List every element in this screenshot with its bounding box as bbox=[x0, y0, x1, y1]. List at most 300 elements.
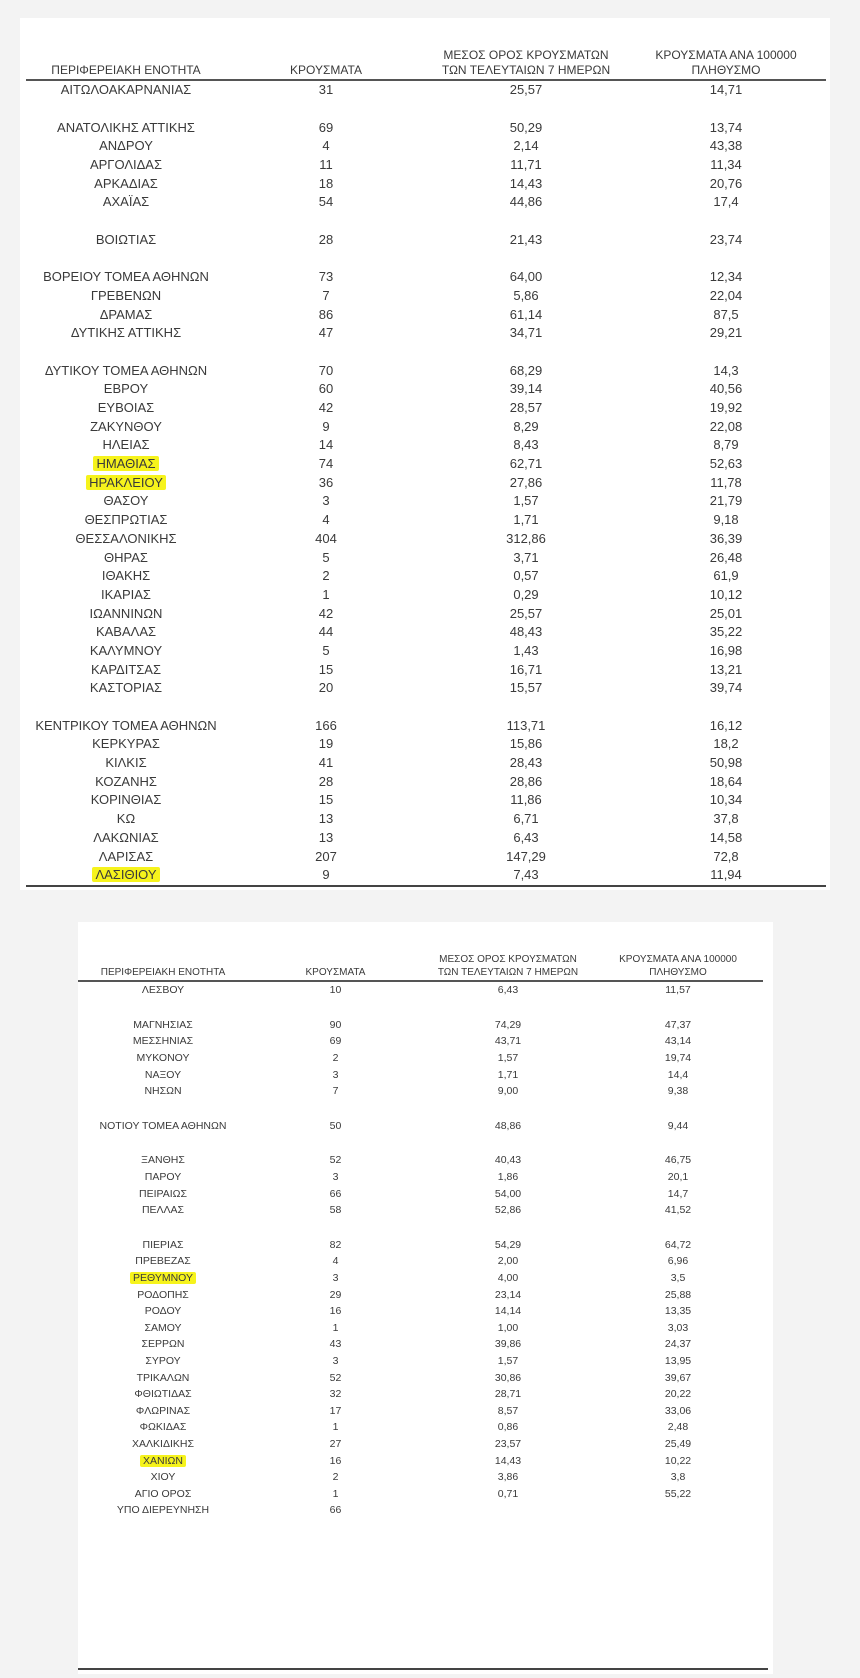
cell-region bbox=[26, 548, 226, 567]
cell-region bbox=[26, 174, 226, 193]
per100k-value: 64,72 bbox=[664, 1238, 692, 1251]
cell-region bbox=[78, 1485, 248, 1502]
region-value: ΝΟΤΙΟΥ ΤΟΜΕΑ ΑΘΗΝΩΝ bbox=[99, 1119, 227, 1132]
table-row bbox=[26, 399, 826, 418]
cell-region bbox=[26, 492, 226, 511]
cell-region bbox=[26, 735, 226, 754]
per100k-value: 14,3 bbox=[713, 362, 739, 378]
header-avg7: ΜΕΣΟΣ ΟΡΟΣ ΚΡΟΥΣΜΑΤΩΝ ΤΩΝ ΤΕΛΕΥΤΑΙΩΝ 7 ΗΜΕΡΩΝ bbox=[423, 954, 593, 981]
cell-region bbox=[26, 866, 226, 886]
cell-cases bbox=[226, 380, 426, 399]
region-value: ΘΗΡΑΣ bbox=[104, 549, 148, 565]
cell-avg7 bbox=[423, 1419, 593, 1436]
per100k-value: 14,7 bbox=[667, 1187, 689, 1200]
table-row bbox=[78, 1185, 763, 1202]
cell-cases bbox=[248, 1185, 423, 1202]
cell-avg7 bbox=[426, 791, 626, 810]
table-row bbox=[26, 156, 826, 175]
cell-per100k bbox=[593, 1152, 763, 1169]
table-row bbox=[26, 305, 826, 324]
cell-avg7 bbox=[426, 716, 626, 735]
cell-region bbox=[26, 847, 226, 866]
cases-value: 15 bbox=[318, 661, 334, 677]
cell-per100k bbox=[626, 716, 826, 735]
cell-cases bbox=[248, 1270, 423, 1287]
table-row bbox=[78, 1083, 763, 1100]
avg7-value: 21,43 bbox=[509, 231, 543, 247]
cell-cases bbox=[248, 1066, 423, 1083]
region-value: ΒΟΙΩΤΙΑΣ bbox=[95, 231, 157, 247]
region-value: ΕΥΒΟΙΑΣ bbox=[97, 400, 155, 416]
region-value: ΞΑΝΘΗΣ bbox=[141, 1154, 185, 1167]
avg7-value: 312,86 bbox=[506, 530, 546, 546]
cell-cases bbox=[226, 754, 426, 773]
per100k-value: 10,34 bbox=[709, 792, 743, 808]
table-row bbox=[26, 193, 826, 212]
region-value: ΑΝΑΤΟΛΙΚΗΣ ΑΤΤΙΚΗΣ bbox=[57, 119, 195, 135]
region-value: ΓΡΕΒΕΝΩΝ bbox=[90, 287, 162, 303]
per100k-value: 3,8 bbox=[670, 1471, 686, 1484]
avg7-value: 27,86 bbox=[509, 474, 543, 490]
region-value: ΔΥΤΙΚΟΥ ΤΟΜΕΑ ΑΘΗΝΩΝ bbox=[44, 362, 208, 378]
cell-per100k bbox=[593, 1502, 763, 1519]
table-row bbox=[78, 1066, 763, 1083]
cases-value: 15 bbox=[318, 792, 334, 808]
cases-value: 82 bbox=[329, 1238, 342, 1251]
cases-value: 43 bbox=[329, 1338, 342, 1351]
table-row bbox=[26, 642, 826, 661]
cell-avg7 bbox=[426, 735, 626, 754]
cases-value: 3 bbox=[332, 1171, 339, 1184]
avg7-value: 9,00 bbox=[497, 1085, 519, 1098]
avg7-value: 44,86 bbox=[509, 194, 543, 210]
per100k-value: 23,74 bbox=[709, 231, 743, 247]
per100k-value: 9,44 bbox=[667, 1119, 689, 1132]
per100k-value: 39,67 bbox=[664, 1371, 692, 1384]
cases-value: 66 bbox=[329, 1187, 342, 1200]
region-value: ΝΗΣΩΝ bbox=[144, 1085, 182, 1098]
per100k-value: 37,8 bbox=[713, 811, 739, 827]
avg7-value: 43,71 bbox=[494, 1035, 522, 1048]
cell-avg7 bbox=[423, 1050, 593, 1067]
cases-value: 9 bbox=[322, 867, 330, 883]
per100k-value: 24,37 bbox=[664, 1338, 692, 1351]
spacer-row bbox=[78, 1134, 763, 1152]
table-row bbox=[78, 1436, 763, 1453]
table-row bbox=[78, 1336, 763, 1353]
cases-value: 5 bbox=[322, 642, 330, 658]
cell-region bbox=[26, 791, 226, 810]
table-row bbox=[26, 623, 826, 642]
cell-cases bbox=[226, 604, 426, 623]
cell-cases bbox=[226, 305, 426, 324]
cell-avg7 bbox=[423, 1386, 593, 1403]
table-row bbox=[26, 174, 826, 193]
per100k-value: 14,4 bbox=[667, 1068, 689, 1081]
avg7-value: 2,14 bbox=[513, 138, 539, 154]
cases-value: 32 bbox=[329, 1388, 342, 1401]
header-region: ΠΕΡΙΦΕΡΕΙΑΚΗ ΕΝΟΤΗΤΑ bbox=[26, 48, 226, 80]
cell-cases bbox=[248, 1118, 423, 1135]
cell-cases bbox=[226, 118, 426, 137]
table-row bbox=[26, 810, 826, 829]
cell-cases bbox=[248, 1286, 423, 1303]
cell-avg7 bbox=[426, 604, 626, 623]
cell-avg7 bbox=[423, 1469, 593, 1486]
avg7-value: 113,71 bbox=[506, 717, 546, 733]
cell-cases bbox=[248, 1237, 423, 1254]
cell-cases bbox=[226, 716, 426, 735]
table-row bbox=[78, 1169, 763, 1186]
cell-region bbox=[26, 361, 226, 380]
region-value: ΔΥΤΙΚΗΣ ΑΤΤΙΚΗΣ bbox=[70, 325, 182, 341]
cell-avg7 bbox=[426, 492, 626, 511]
cell-avg7 bbox=[423, 1452, 593, 1469]
region-value: ΝΑΞΟΥ bbox=[144, 1068, 182, 1081]
avg7-value: 8,43 bbox=[513, 437, 539, 453]
region-value: ΑΡΓΟΛΙΔΑΣ bbox=[89, 157, 163, 173]
cell-region bbox=[26, 772, 226, 791]
cell-region bbox=[78, 1320, 248, 1337]
table-row bbox=[26, 847, 826, 866]
cell-avg7 bbox=[426, 586, 626, 605]
table-row bbox=[26, 417, 826, 436]
cases-value: 13 bbox=[318, 829, 334, 845]
cases-value: 20 bbox=[318, 680, 334, 696]
avg7-value: 14,14 bbox=[494, 1305, 522, 1318]
cell-region bbox=[26, 604, 226, 623]
table-row bbox=[26, 118, 826, 137]
table-row bbox=[78, 1386, 763, 1403]
region-value: ΙΘΑΚΗΣ bbox=[101, 568, 151, 584]
cell-region bbox=[78, 981, 248, 999]
cases-value: 58 bbox=[329, 1204, 342, 1217]
region-value: ΤΡΙΚΑΛΩΝ bbox=[136, 1371, 190, 1384]
header-per100k: ΚΡΟΥΣΜΑΤΑ ΑΝΑ 100000 ΠΛΗΘΥΣΜΟ bbox=[593, 954, 763, 981]
cell-per100k bbox=[626, 642, 826, 661]
spacer-cell bbox=[78, 999, 763, 1017]
avg7-value: 34,71 bbox=[509, 325, 543, 341]
cell-cases bbox=[226, 829, 426, 848]
table-row bbox=[26, 829, 826, 848]
cell-cases bbox=[248, 1202, 423, 1219]
cell-region bbox=[26, 380, 226, 399]
cases-value: 47 bbox=[318, 325, 334, 341]
cases-value: 18 bbox=[318, 175, 334, 191]
cell-avg7 bbox=[423, 1336, 593, 1353]
cell-cases bbox=[226, 231, 426, 250]
cell-region bbox=[78, 1253, 248, 1270]
cases-value: 166 bbox=[315, 717, 337, 733]
cell-avg7 bbox=[426, 380, 626, 399]
per100k-value: 46,75 bbox=[664, 1154, 692, 1167]
avg7-value: 3,71 bbox=[513, 549, 539, 565]
per100k-value: 20,76 bbox=[709, 175, 743, 191]
cell-per100k bbox=[593, 1452, 763, 1469]
cell-region bbox=[78, 1066, 248, 1083]
cell-avg7 bbox=[423, 1033, 593, 1050]
region-value: ΜΥΚΟΝΟΥ bbox=[136, 1052, 190, 1065]
cell-cases bbox=[248, 1419, 423, 1436]
cases-value: 74 bbox=[318, 456, 334, 472]
cell-region bbox=[26, 287, 226, 306]
region-value: ΛΕΣΒΟΥ bbox=[141, 984, 185, 997]
cell-per100k bbox=[593, 1185, 763, 1202]
avg7-value: 50,29 bbox=[509, 119, 543, 135]
cell-cases bbox=[248, 1017, 423, 1034]
cell-region bbox=[26, 623, 226, 642]
avg7-value: 25,57 bbox=[509, 605, 543, 621]
cell-avg7 bbox=[423, 1270, 593, 1287]
cell-region bbox=[78, 1083, 248, 1100]
per100k-value: 47,37 bbox=[664, 1018, 692, 1031]
cases-value: 1 bbox=[322, 586, 330, 602]
cell-region bbox=[26, 80, 226, 100]
cell-per100k bbox=[593, 1485, 763, 1502]
cell-avg7 bbox=[423, 1485, 593, 1502]
cell-avg7 bbox=[423, 1286, 593, 1303]
table-row bbox=[26, 455, 826, 474]
cases-value: 1 bbox=[332, 1321, 339, 1334]
avg7-value: 15,86 bbox=[509, 736, 543, 752]
cell-cases bbox=[248, 1353, 423, 1370]
cell-cases bbox=[226, 567, 426, 586]
region-value: ΣΥΡΟΥ bbox=[145, 1354, 181, 1367]
region-value: ΧΑΛΚΙΔΙΚΗΣ bbox=[132, 1437, 194, 1450]
cell-region bbox=[26, 679, 226, 698]
avg7-value: 39,14 bbox=[509, 381, 543, 397]
avg7-value: 16,71 bbox=[509, 661, 543, 677]
avg7-value: 8,29 bbox=[513, 418, 539, 434]
spacer-cell bbox=[26, 100, 826, 119]
spacer-row bbox=[78, 1219, 763, 1237]
cases-value: 52 bbox=[329, 1154, 342, 1167]
cell-avg7 bbox=[423, 1353, 593, 1370]
avg7-value: 28,43 bbox=[509, 755, 543, 771]
cell-per100k bbox=[626, 492, 826, 511]
cases-table-2 bbox=[78, 954, 763, 1519]
spacer-cell bbox=[78, 1134, 763, 1152]
cell-cases bbox=[248, 1320, 423, 1337]
spacer-cell bbox=[26, 698, 826, 717]
cell-cases bbox=[226, 791, 426, 810]
cell-per100k bbox=[593, 1469, 763, 1486]
cell-per100k bbox=[626, 156, 826, 175]
avg7-value: 40,43 bbox=[494, 1154, 522, 1167]
table-row bbox=[78, 1033, 763, 1050]
cases-value: 73 bbox=[318, 269, 334, 285]
per100k-value: 22,04 bbox=[709, 287, 743, 303]
cell-cases bbox=[226, 399, 426, 418]
cell-region bbox=[78, 1436, 248, 1453]
cell-avg7 bbox=[426, 455, 626, 474]
cell-region bbox=[78, 1419, 248, 1436]
table-row bbox=[78, 1118, 763, 1135]
cell-region bbox=[26, 156, 226, 175]
avg7-value: 1,71 bbox=[513, 512, 539, 528]
region-value: ΠΕΙΡΑΙΩΣ bbox=[139, 1187, 187, 1200]
cell-avg7 bbox=[426, 156, 626, 175]
cell-region bbox=[26, 810, 226, 829]
cell-avg7 bbox=[426, 305, 626, 324]
avg7-value: 1,86 bbox=[497, 1171, 519, 1184]
cases-value: 42 bbox=[318, 400, 334, 416]
region-value: ΑΝΔΡΟΥ bbox=[99, 138, 153, 154]
cases-value: 66 bbox=[329, 1504, 342, 1517]
cell-cases bbox=[248, 1033, 423, 1050]
per100k-value: 25,88 bbox=[664, 1288, 692, 1301]
region-value: ΧΙΟΥ bbox=[150, 1471, 176, 1484]
table-row bbox=[26, 492, 826, 511]
cell-avg7 bbox=[426, 642, 626, 661]
cell-avg7 bbox=[423, 1118, 593, 1135]
cases-value: 3 bbox=[322, 493, 330, 509]
cell-region bbox=[78, 1286, 248, 1303]
avg7-value: 11,86 bbox=[510, 792, 542, 808]
cell-cases bbox=[226, 642, 426, 661]
cases-value: 1 bbox=[332, 1421, 339, 1434]
cases-value: 28 bbox=[318, 773, 334, 789]
per100k-value: 19,92 bbox=[709, 400, 743, 416]
region-value: ΣΑΜΟΥ bbox=[144, 1321, 182, 1334]
region-value: ΡΕΘΥΜΝΟΥ bbox=[130, 1272, 196, 1284]
per100k-value: 55,22 bbox=[664, 1487, 692, 1500]
cell-avg7 bbox=[426, 847, 626, 866]
per100k-value: 52,63 bbox=[709, 456, 743, 472]
avg7-value: 28,57 bbox=[509, 400, 543, 416]
region-value: ΚΕΝΤΡΙΚΟΥ ΤΟΜΕΑ ΑΘΗΝΩΝ bbox=[35, 717, 217, 733]
table-row bbox=[26, 772, 826, 791]
avg7-value: 0,86 bbox=[497, 1421, 519, 1434]
table-row bbox=[26, 268, 826, 287]
cell-region bbox=[26, 118, 226, 137]
cases-value: 3 bbox=[332, 1272, 339, 1285]
cell-region bbox=[26, 530, 226, 549]
cell-per100k bbox=[626, 810, 826, 829]
cell-per100k bbox=[626, 866, 826, 886]
spacer-row bbox=[26, 212, 826, 231]
avg7-value: 4,00 bbox=[497, 1272, 519, 1285]
table-row bbox=[78, 1286, 763, 1303]
cell-per100k bbox=[626, 511, 826, 530]
cell-avg7 bbox=[426, 772, 626, 791]
per100k-value: 33,06 bbox=[664, 1404, 692, 1417]
table-row bbox=[26, 137, 826, 156]
region-value: ΠΑΡΟΥ bbox=[144, 1171, 182, 1184]
per100k-value: 14,71 bbox=[709, 82, 743, 98]
cell-avg7 bbox=[426, 810, 626, 829]
cell-avg7 bbox=[423, 1253, 593, 1270]
table-row bbox=[78, 1353, 763, 1370]
cell-cases bbox=[226, 623, 426, 642]
table-row bbox=[78, 1402, 763, 1419]
region-value: ΗΛΕΙΑΣ bbox=[102, 437, 150, 453]
region-value: ΑΙΤΩΛΟΑΚΑΡΝΑΝΙΑΣ bbox=[60, 82, 192, 98]
cell-avg7 bbox=[426, 754, 626, 773]
cases-value: 69 bbox=[318, 119, 334, 135]
region-value: ΚΑΣΤΟΡΙΑΣ bbox=[89, 680, 163, 696]
cell-per100k bbox=[626, 324, 826, 343]
cell-per100k bbox=[626, 231, 826, 250]
region-value: ΑΡΚΑΔΙΑΣ bbox=[94, 175, 158, 191]
avg7-value: 64,00 bbox=[509, 269, 543, 285]
region-value: ΚΙΛΚΙΣ bbox=[105, 755, 147, 771]
table-row bbox=[26, 511, 826, 530]
per100k-value: 43,38 bbox=[709, 138, 743, 154]
spacer-row bbox=[78, 1100, 763, 1118]
cell-cases bbox=[248, 1303, 423, 1320]
region-value: ΚΩ bbox=[116, 811, 136, 827]
region-value: ΘΑΣΟΥ bbox=[103, 493, 149, 509]
cell-avg7 bbox=[426, 679, 626, 698]
cell-cases bbox=[226, 473, 426, 492]
cell-per100k bbox=[593, 1083, 763, 1100]
per100k-value: 39,74 bbox=[709, 680, 743, 696]
spacer-row bbox=[26, 100, 826, 119]
cases-value: 29 bbox=[329, 1288, 342, 1301]
cell-region bbox=[26, 754, 226, 773]
cell-cases bbox=[248, 1386, 423, 1403]
region-value: ΙΚΑΡΙΑΣ bbox=[101, 586, 151, 602]
table-row bbox=[78, 1237, 763, 1254]
table-row bbox=[26, 716, 826, 735]
table-row bbox=[26, 530, 826, 549]
cell-per100k bbox=[593, 1436, 763, 1453]
cell-avg7 bbox=[426, 866, 626, 886]
cases-value: 10 bbox=[329, 984, 342, 997]
avg7-value: 11,71 bbox=[510, 157, 542, 173]
region-value: ΚΟΡΙΝΘΙΑΣ bbox=[90, 792, 162, 808]
avg7-value: 54,00 bbox=[494, 1187, 522, 1200]
cell-cases bbox=[226, 772, 426, 791]
cell-avg7 bbox=[426, 361, 626, 380]
cell-per100k bbox=[626, 791, 826, 810]
cases-value: 2 bbox=[332, 1471, 339, 1484]
spacer-cell bbox=[78, 1219, 763, 1237]
region-value: ΦΩΚΙΔΑΣ bbox=[139, 1421, 187, 1434]
cases-value: 7 bbox=[322, 287, 330, 303]
cell-cases bbox=[248, 1336, 423, 1353]
table-row bbox=[78, 1320, 763, 1337]
cell-region bbox=[26, 642, 226, 661]
table-row bbox=[26, 80, 826, 100]
cell-region bbox=[26, 586, 226, 605]
cell-avg7 bbox=[426, 623, 626, 642]
region-value: ΠΡΕΒΕΖΑΣ bbox=[135, 1255, 191, 1268]
region-value: ΦΛΩΡΙΝΑΣ bbox=[135, 1404, 191, 1417]
table-row bbox=[78, 1202, 763, 1219]
cell-per100k bbox=[593, 1353, 763, 1370]
cell-per100k bbox=[626, 174, 826, 193]
cases-value: 11 bbox=[319, 157, 333, 173]
cell-cases bbox=[248, 1152, 423, 1169]
cell-cases bbox=[248, 1452, 423, 1469]
avg7-value: 3,86 bbox=[497, 1471, 519, 1484]
cases-value: 404 bbox=[315, 530, 337, 546]
cases-value: 4 bbox=[332, 1255, 339, 1268]
per100k-value: 21,79 bbox=[709, 493, 743, 509]
per100k-value: 11,78 bbox=[710, 474, 742, 490]
cell-cases bbox=[248, 1169, 423, 1186]
cases-value: 14 bbox=[318, 437, 334, 453]
cell-cases bbox=[248, 1369, 423, 1386]
avg7-value: 6,43 bbox=[513, 829, 539, 845]
table-row bbox=[26, 866, 826, 886]
cell-region bbox=[78, 1050, 248, 1067]
region-value: ΚΟΖΑΝΗΣ bbox=[95, 773, 157, 789]
avg7-value: 8,57 bbox=[497, 1404, 519, 1417]
cell-per100k bbox=[593, 1419, 763, 1436]
